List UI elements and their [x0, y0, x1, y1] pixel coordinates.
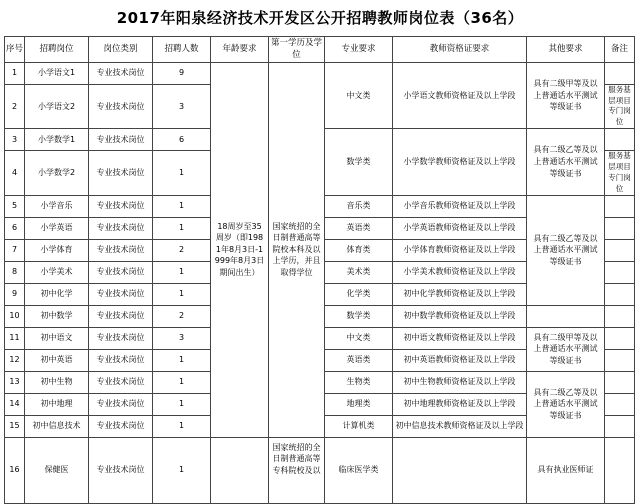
post-category: 专业技术岗位 — [89, 195, 153, 217]
row-number: 16 — [5, 437, 25, 503]
hire-count: 1 — [153, 371, 211, 393]
major-requirement: 数学类 — [325, 305, 393, 327]
row-number: 7 — [5, 239, 25, 261]
other-requirement: 具有二级甲等及以上普通话水平测试等级证书 — [527, 327, 605, 371]
post-category: 专业技术岗位 — [89, 239, 153, 261]
header-cell: 招聘人数 — [153, 37, 211, 63]
post-name: 初中地理 — [25, 393, 89, 415]
post-category: 专业技术岗位 — [89, 151, 153, 196]
cert-requirement: 小学音乐教师资格证及以上学段 — [393, 195, 527, 217]
row-number: 14 — [5, 393, 25, 415]
note-cell — [605, 261, 635, 283]
post-name: 小学语文1 — [25, 62, 89, 84]
note-cell — [605, 393, 635, 415]
note-cell — [605, 437, 635, 503]
note-cell — [605, 195, 635, 217]
hire-count: 6 — [153, 129, 211, 151]
post-name: 小学音乐 — [25, 195, 89, 217]
note-cell — [605, 305, 635, 327]
age-requirement: 18周岁至35周岁（即1981年8月3日-1999年8月3日期间出生） — [211, 62, 269, 437]
header-cell: 序号 — [5, 37, 25, 63]
header-cell: 备注 — [605, 37, 635, 63]
cert-requirement: 小学英语教师资格证及以上学段 — [393, 217, 527, 239]
post-category: 专业技术岗位 — [89, 305, 153, 327]
cert-requirement: 初中化学教师资格证及以上学段 — [393, 283, 527, 305]
post-name: 小学英语 — [25, 217, 89, 239]
cert-requirement: 小学美术教师资格证及以上学段 — [393, 261, 527, 283]
major-requirement: 生物类 — [325, 371, 393, 393]
major-requirement: 体育类 — [325, 239, 393, 261]
note-cell — [605, 415, 635, 437]
other-requirement: 具有二级乙等及以上普通话水平测试等级证书 — [527, 195, 605, 305]
hire-count: 1 — [153, 261, 211, 283]
education-requirement: 国家统招的全日制普通高等专科院校及以 — [269, 437, 325, 503]
cert-requirement: 小学体育教师资格证及以上学段 — [393, 239, 527, 261]
hire-count: 1 — [153, 437, 211, 503]
job-table — [4, 36, 635, 504]
table-row — [5, 62, 635, 84]
hire-count: 3 — [153, 84, 211, 129]
post-name: 小学数学1 — [25, 129, 89, 151]
post-category: 专业技术岗位 — [89, 283, 153, 305]
age-requirement-empty — [211, 437, 269, 503]
post-name: 保健医 — [25, 437, 89, 503]
header-row — [5, 37, 635, 63]
row-number: 4 — [5, 151, 25, 196]
major-requirement: 临床医学类 — [325, 437, 393, 503]
header-cell: 其他要求 — [527, 37, 605, 63]
header-cell: 专业要求 — [325, 37, 393, 63]
row-number: 3 — [5, 129, 25, 151]
post-category: 专业技术岗位 — [89, 217, 153, 239]
hire-count: 1 — [153, 283, 211, 305]
row-number: 13 — [5, 371, 25, 393]
major-requirement: 地理类 — [325, 393, 393, 415]
major-requirement: 音乐类 — [325, 195, 393, 217]
note-cell — [605, 62, 635, 84]
row-number: 6 — [5, 217, 25, 239]
note-cell — [605, 239, 635, 261]
table-row — [5, 437, 635, 503]
major-requirement: 化学类 — [325, 283, 393, 305]
note-cell: 服务基层项目专门岗位 — [605, 151, 635, 196]
post-category: 专业技术岗位 — [89, 129, 153, 151]
other-requirement: 具有执业医师证 — [527, 437, 605, 503]
note-cell: 服务基层项目专门岗位 — [605, 84, 635, 129]
post-name: 初中数学 — [25, 305, 89, 327]
note-cell — [605, 327, 635, 349]
note-cell — [605, 129, 635, 151]
major-requirement: 中文类 — [325, 327, 393, 349]
hire-count: 1 — [153, 217, 211, 239]
hire-count: 2 — [153, 305, 211, 327]
row-number: 15 — [5, 415, 25, 437]
cert-requirement: 初中地理教师资格证及以上学段 — [393, 393, 527, 415]
education-requirement: 国家统招的全日制普通高等院校本科及以上学历，并且取得学位 — [269, 62, 325, 437]
post-category: 专业技术岗位 — [89, 393, 153, 415]
header-cell: 岗位类别 — [89, 37, 153, 63]
hire-count: 9 — [153, 62, 211, 84]
row-number: 9 — [5, 283, 25, 305]
hire-count: 2 — [153, 239, 211, 261]
row-number: 10 — [5, 305, 25, 327]
other-requirement: 具有二级甲等及以上普通话水平测试等级证书 — [527, 62, 605, 129]
post-name: 初中化学 — [25, 283, 89, 305]
major-requirement: 英语类 — [325, 349, 393, 371]
row-number: 2 — [5, 84, 25, 129]
post-name: 小学语文2 — [25, 84, 89, 129]
row-number: 8 — [5, 261, 25, 283]
row-number: 12 — [5, 349, 25, 371]
header-cell: 第一学历及学位 — [269, 37, 325, 63]
note-cell — [605, 371, 635, 393]
row-number: 5 — [5, 195, 25, 217]
row-number: 11 — [5, 327, 25, 349]
post-category: 专业技术岗位 — [89, 261, 153, 283]
other-requirement — [527, 305, 605, 327]
post-name: 小学体育 — [25, 239, 89, 261]
post-category: 专业技术岗位 — [89, 349, 153, 371]
post-category: 专业技术岗位 — [89, 437, 153, 503]
other-requirement: 具有二级乙等及以上普通话水平测试等级证书 — [527, 371, 605, 437]
cert-requirement: 初中英语教师资格证及以上学段 — [393, 349, 527, 371]
hire-count: 1 — [153, 195, 211, 217]
row-number: 1 — [5, 62, 25, 84]
cert-requirement: 初中语文教师资格证及以上学段 — [393, 327, 527, 349]
post-name: 初中信息技术 — [25, 415, 89, 437]
note-cell — [605, 283, 635, 305]
note-cell — [605, 217, 635, 239]
post-name: 小学美术 — [25, 261, 89, 283]
cert-requirement: 初中生物教师资格证及以上学段 — [393, 371, 527, 393]
note-cell — [605, 349, 635, 371]
major-requirement: 数学类 — [325, 129, 393, 196]
major-requirement: 中文类 — [325, 62, 393, 129]
post-category: 专业技术岗位 — [89, 415, 153, 437]
hire-count: 1 — [153, 393, 211, 415]
cert-requirement: 小学数学教师资格证及以上学段 — [393, 129, 527, 196]
post-name: 初中语文 — [25, 327, 89, 349]
header-cell: 教师资格证要求 — [393, 37, 527, 63]
major-requirement: 计算机类 — [325, 415, 393, 437]
post-category: 专业技术岗位 — [89, 371, 153, 393]
post-name: 小学数学2 — [25, 151, 89, 196]
post-name: 初中英语 — [25, 349, 89, 371]
header-cell: 年龄要求 — [211, 37, 269, 63]
post-name: 初中生物 — [25, 371, 89, 393]
major-requirement: 美术类 — [325, 261, 393, 283]
other-requirement: 具有二级乙等及以上普通话水平测试等级证书 — [527, 129, 605, 196]
post-category: 专业技术岗位 — [89, 84, 153, 129]
cert-requirement — [393, 437, 527, 503]
cert-requirement: 初中数学教师资格证及以上学段 — [393, 305, 527, 327]
page-title: 2017年阳泉经济技术开发区公开招聘教师岗位表（36名） — [116, 9, 524, 27]
hire-count: 3 — [153, 327, 211, 349]
cert-requirement: 小学语文教师资格证及以上学段 — [393, 62, 527, 129]
post-category: 专业技术岗位 — [89, 327, 153, 349]
major-requirement: 英语类 — [325, 217, 393, 239]
hire-count: 1 — [153, 151, 211, 196]
post-category: 专业技术岗位 — [89, 62, 153, 84]
header-cell: 招聘岗位 — [25, 37, 89, 63]
cert-requirement: 初中信息技术教师资格证及以上学段 — [393, 415, 527, 437]
hire-count: 1 — [153, 415, 211, 437]
hire-count: 1 — [153, 349, 211, 371]
